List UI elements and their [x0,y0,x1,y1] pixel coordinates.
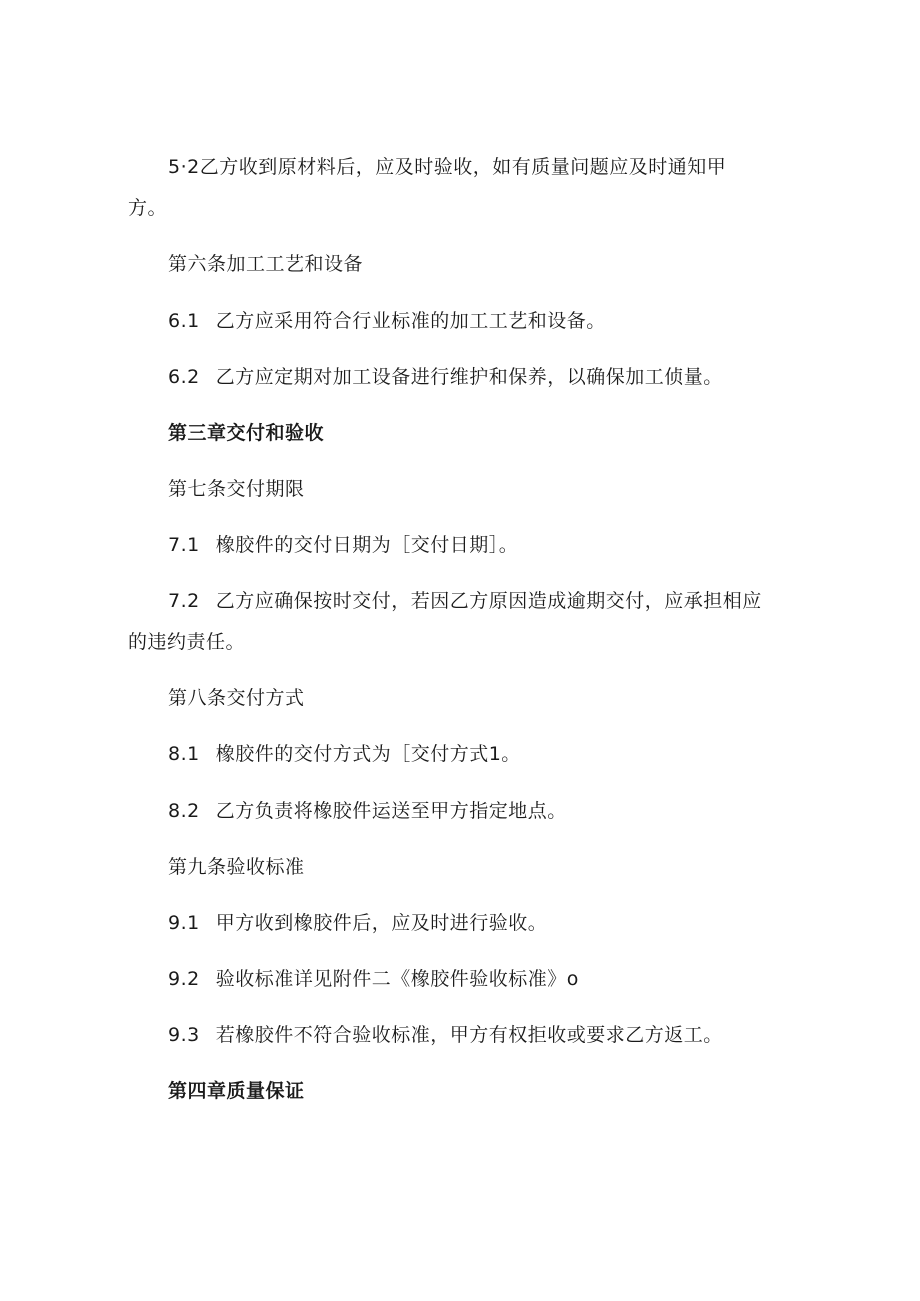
clause-text: 乙方负责将橡胶件运送至甲方指定地点。 [215,800,567,822]
article-8-heading: 第八条交付方式 [168,687,305,709]
clause-text: 乙方应确保按时交付，若因乙方原因造成逾期交付，应承担相应 [215,590,762,612]
clause-7-2-line-1 [168,589,762,613]
clause-number: 8.1 [168,743,200,765]
article-9-heading: 第九条验收标准 [168,856,305,878]
clause-9-3 [168,1023,723,1047]
clause-number: 6.1 [168,310,200,332]
clause-9-2 [168,967,579,991]
clause-number: 8.2 [168,800,200,822]
clause-text: 甲方收到橡胶件后，应及时进行验收。 [215,912,548,934]
clause-text: 若橡胶件不符合验收标准，甲方有权拒收或要求乙方返工。 [215,1024,723,1046]
clause-5-2-line-2: 方。 [128,197,168,219]
clause-8-2 [168,799,567,823]
clause-number: 7.1 [168,534,200,556]
clause-9-1 [168,911,547,935]
clause-5-2-line-1 [168,155,726,179]
clause-text: 乙方收到原材料后，应及时验收，如有质量问题应及时通知甲 [199,156,727,178]
chapter-3-heading: 第三章交付和验收 [168,422,325,444]
clause-7-1 [168,533,518,557]
clause-text: 橡胶件的交付方式为［交付方式1。 [215,743,521,765]
clause-text: 乙方应采用符合行业标准的加工工艺和设备。 [215,310,606,332]
clause-text: 橡胶件的交付日期为［交付日期］。 [215,534,519,556]
clause-8-1 [168,742,521,766]
clause-6-2 [168,365,723,389]
article-6-heading: 第六条加工工艺和设备 [168,253,364,275]
clause-number: 9.2 [168,968,200,990]
clause-number: 9.1 [168,912,200,934]
chapter-4-heading: 第四章质量保证 [168,1080,305,1102]
clause-number: 6.2 [168,366,200,388]
clause-6-1 [168,309,606,333]
clause-text: 乙方应定期对加工设备进行维护和保养，以确保加工侦量。 [215,366,723,388]
clause-text: 验收标准详见附件二《橡胶件验收标准》o [215,968,579,990]
clause-7-2-line-2: 的违约责任。 [128,631,246,653]
clause-number: 5·2 [168,156,200,178]
article-7-heading: 第七条交付期限 [168,478,305,500]
clause-number: 7.2 [168,590,200,612]
clause-number: 9.3 [168,1024,200,1046]
